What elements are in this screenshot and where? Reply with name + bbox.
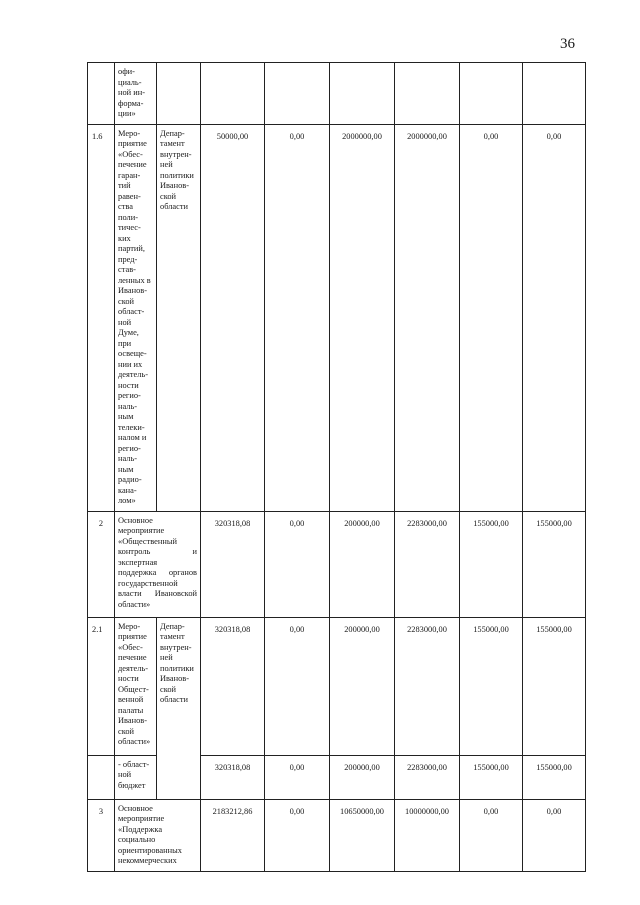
value-cell: 50000,00	[201, 124, 265, 511]
value-cell: 155000,00	[523, 511, 586, 617]
value-cell: 2283000,00	[395, 755, 460, 799]
row-number-cell: 1.6	[88, 124, 115, 511]
page-number: 36	[560, 36, 575, 52]
value-cell: 0,00	[523, 124, 586, 511]
activity-name: - област- ной бюджет	[118, 759, 150, 790]
value-cell: 0,00	[265, 511, 330, 617]
value-cell: 0,00	[265, 755, 330, 799]
activity-name-cell	[115, 617, 157, 755]
table-row	[88, 511, 586, 617]
value-cell: 10650000,00	[330, 799, 395, 871]
row-number-cell	[88, 63, 115, 125]
value-cell: 0,00	[265, 799, 330, 871]
value-cell: 0,00	[265, 124, 330, 511]
value-cell: 0,00	[265, 617, 330, 755]
row-number-cell: 2.1	[88, 617, 115, 755]
executor-cell	[157, 617, 201, 799]
value-cell	[523, 63, 586, 125]
table-row	[88, 124, 586, 511]
executor-cell	[157, 63, 201, 125]
value-cell: 155000,00	[460, 755, 523, 799]
activity-name: офи- циаль- ной ин- форма- ции»	[118, 67, 145, 118]
activity-name-cell: Основное мероприятие «Поддержка социально ориентированных некоммерческих	[115, 799, 201, 871]
activity-name: Меро- приятие «Обес- печение гаран- тий равен- ства поли- тичес- ких партий, пред- став- ленных в Иванов- ской област- ной Думе, при освеще- нии их деятель- ности регио- наль- ным телеки- налом и регио- наль- ным радио- кана- лом»	[118, 128, 151, 505]
activity-name-cell	[115, 755, 157, 799]
value-cell: 320318,08	[201, 617, 265, 755]
value-cell: 10000000,00	[395, 799, 460, 871]
value-cell: 155000,00	[523, 617, 586, 755]
value-cell: 200000,00	[330, 511, 395, 617]
value-cell: 155000,00	[460, 511, 523, 617]
executor-name: Депар- тамент внутрен- ней политики Иванов- ской области	[160, 621, 194, 704]
row-number-cell: 2	[88, 511, 115, 617]
value-cell	[201, 63, 265, 125]
table-row	[88, 799, 586, 871]
activity-name: Меро- приятие «Обес- печение деятель- ности Общест- венной палаты Иванов- ской области»	[118, 621, 151, 746]
executor-cell	[157, 124, 201, 511]
value-cell: 320318,08	[201, 511, 265, 617]
executor-name: Депар- тамент внутрен- ней политики Иванов- ской области	[160, 128, 194, 211]
value-cell: 0,00	[523, 799, 586, 871]
value-cell: 155000,00	[460, 617, 523, 755]
value-cell	[395, 63, 460, 125]
value-cell	[265, 63, 330, 125]
activity-name-cell	[115, 63, 157, 125]
value-cell	[330, 63, 395, 125]
value-cell: 0,00	[460, 124, 523, 511]
row-number-cell	[88, 755, 115, 799]
row-number-cell: 3	[88, 799, 115, 871]
value-cell: 155000,00	[523, 755, 586, 799]
value-cell: 2183212,86	[201, 799, 265, 871]
table-row	[88, 617, 586, 755]
value-cell: 2000000,00	[330, 124, 395, 511]
value-cell: 320318,08	[201, 755, 265, 799]
value-cell: 200000,00	[330, 617, 395, 755]
activity-name-cell: Основное мероприятие «Общественный контроль и экспертная поддержка органов государственной власти Ивановской области»	[115, 511, 201, 617]
value-cell: 200000,00	[330, 755, 395, 799]
table-row	[88, 63, 586, 125]
value-cell: 2283000,00	[395, 617, 460, 755]
value-cell: 2283000,00	[395, 511, 460, 617]
value-cell: 2000000,00	[395, 124, 460, 511]
budget-table	[87, 62, 586, 872]
value-cell	[460, 63, 523, 125]
value-cell: 0,00	[460, 799, 523, 871]
activity-name-cell	[115, 124, 157, 511]
